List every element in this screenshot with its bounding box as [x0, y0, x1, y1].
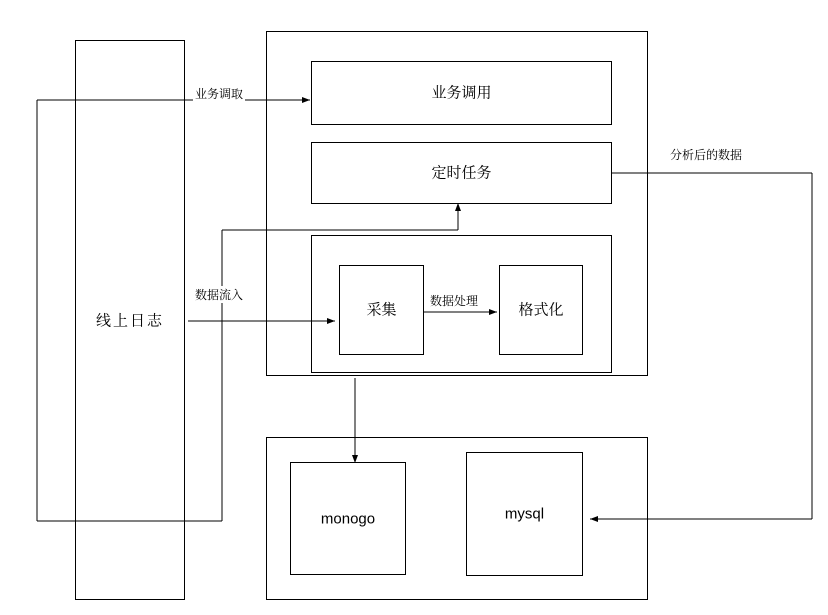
edge-label-business-fetch: 业务调取 [195, 87, 244, 101]
node-collect[interactable] [339, 265, 424, 355]
edge-label-data-process: 数据处理 [430, 294, 479, 308]
node-online-log-label: 线上日志 [95, 312, 164, 330]
node-monogo-label: monogo [320, 509, 376, 527]
node-online-log[interactable] [75, 40, 185, 600]
node-scheduled-task-label: 定时任务 [431, 164, 492, 182]
edge-label-analyzed-data: 分析后的数据 [670, 148, 743, 162]
node-monogo[interactable] [290, 462, 406, 575]
node-business-call-label: 业务调用 [431, 84, 492, 102]
node-business-call[interactable] [311, 61, 612, 125]
node-format-label: 格式化 [518, 301, 564, 319]
edge-label-data-inflow: 数据流入 [195, 288, 244, 302]
node-scheduled-task[interactable] [311, 142, 612, 204]
node-collect-label: 采集 [366, 301, 397, 319]
node-mysql[interactable] [466, 452, 583, 576]
node-format[interactable] [499, 265, 583, 355]
node-mysql-label: mysql [504, 505, 545, 523]
